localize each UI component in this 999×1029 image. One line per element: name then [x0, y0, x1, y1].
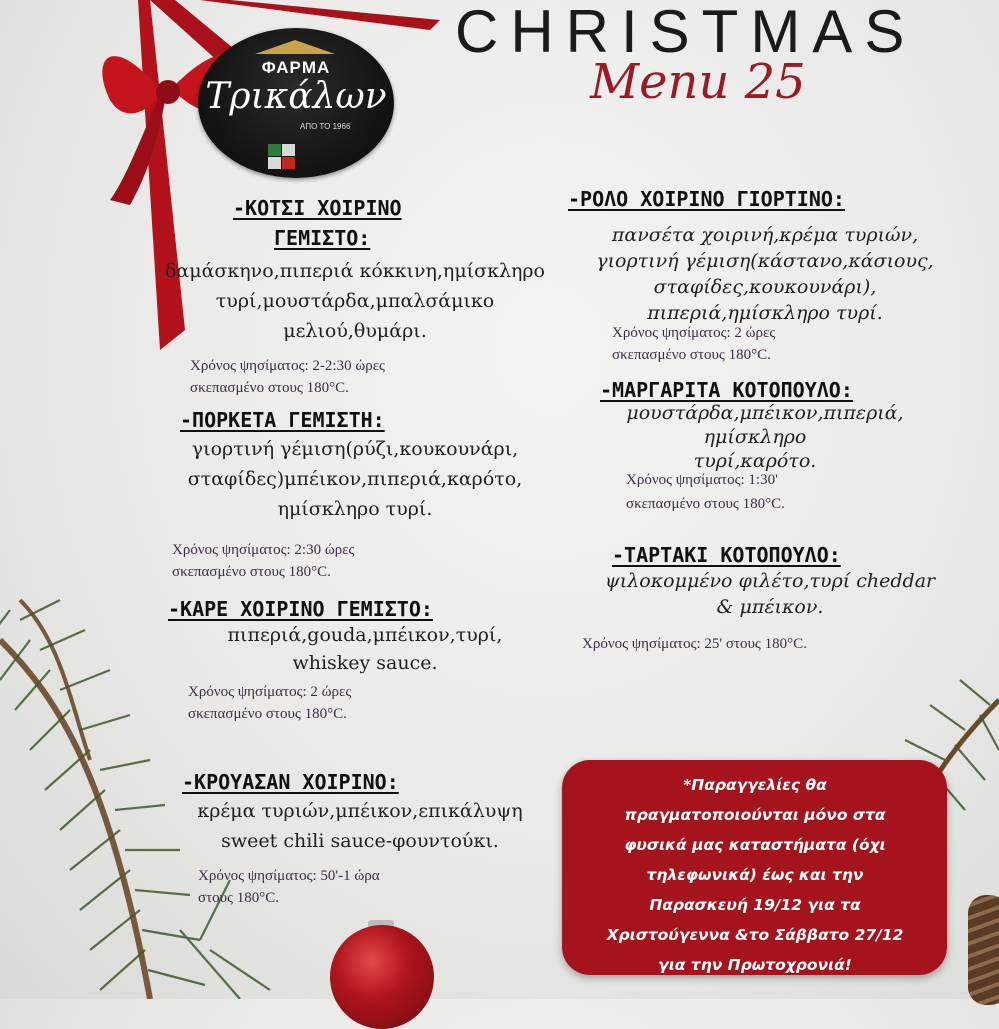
menu-item-title: -ΡΟΛΟ ΧΟΙΡΙΝΟ ΓΙΟΡΤΙΝΟ: — [568, 187, 845, 211]
menu-item-description: πιπεριά,gouda,μπέικον,τυρί, — [227, 624, 503, 646]
order-notice-line: *Παραγγελίες θα — [683, 776, 827, 794]
menu-item-description: κρέμα τυριών,μπέικον,επικάλυψη — [197, 800, 523, 822]
order-notice-line: τηλεφωνικά) έως και την — [646, 866, 864, 884]
order-notice-line: Χριστούγεννα &το Σάββατο 27/12 — [606, 926, 904, 944]
order-notice-line: φυσικά μας καταστήματα (όχι — [624, 836, 886, 854]
menu-item-title: -ΚΑΡΕ ΧΟΙΡΙΝΟ ΓΕΜΙΣΤΟ: — [168, 597, 433, 621]
order-notice-line: Παρασκευή 19/12 για τα — [649, 896, 861, 914]
menu-item-description: δαμάσκηνο,πιπεριά κόκκινη,ημίσκληρο — [164, 260, 545, 282]
order-notice-line: για την Πρωτοχρονιά! — [658, 956, 852, 974]
cooking-time: Χρόνος ψησίματος: 2 ώρες — [188, 684, 352, 700]
cooking-time: Χρόνος ψησίματος: 2 ώρες — [612, 325, 776, 341]
menu-item-description: μελιού,θυμάρι. — [283, 320, 427, 342]
order-notice-line: πραγματοποιούνται μόνο στα — [624, 806, 886, 824]
cooking-time: Χρόνος ψησίματος: 2-2:30 ώρες — [190, 358, 385, 374]
menu-item-description: sweet chili sauce-φουντούκι. — [221, 830, 499, 852]
menu-item-description: whiskey sauce. — [292, 652, 438, 674]
menu-item-title: -ΤΑΡΤΑΚΙ ΚΟΤΟΠΟΥΛΟ: — [612, 543, 841, 567]
menu-item-description: σταφίδες,κουκουνάρι), — [653, 276, 877, 298]
menu-item-description: ψιλοκομμένο φιλέτο,τυρί cheddar — [604, 570, 936, 592]
menu-item-description: σταφίδες)μπέικον,πιπεριά,καρότο, — [187, 468, 523, 490]
menu-item-description: τυρί,μουστάρδα,μπαλσάμικο — [215, 290, 495, 312]
logo-since: ΑΠΟ ΤΟ 1966 — [300, 122, 351, 131]
menu-item-description: τυρί,καρότο. — [693, 450, 817, 472]
cooking-time: σκεπασμένο στους 180°C. — [612, 347, 771, 363]
page-subtitle: Menu 25 — [590, 54, 806, 110]
cooking-time: Χρόνος ψησίματος: 25' στους 180°C. — [582, 636, 807, 652]
menu-item-description: γιορτινή γέμιση(κάστανο,κάσιους, — [596, 250, 934, 272]
menu-item-description: μουστάρδα,μπέικον,πιπεριά, — [626, 402, 904, 424]
logo-brand-top: ΦΑΡΜΑ — [261, 58, 331, 77]
pinecone-decoration — [968, 895, 999, 1005]
menu-item-title: -ΚΡΟΥΑΣΑΝ ΧΟΙΡΙΝΟ: — [182, 770, 399, 794]
menu-item-title: -ΠΟΡΚΕΤΑ ΓΕΜΙΣΤΗ: — [180, 408, 385, 432]
cooking-time: σκεπασμένο στους 180°C. — [188, 706, 347, 722]
menu-item-title: -ΚΟΤΣΙ ΧΟΙΡΙΝΟ — [233, 196, 402, 220]
menu-item-description: ημίσκληρο — [703, 426, 807, 448]
menu-item-description: πανσέτα χοιρινή,κρέμα τυριών, — [611, 224, 919, 246]
logo-brand-main: Τρικάλων — [205, 76, 387, 117]
cooking-time: σκεπασμένο στους 180°C. — [626, 496, 785, 512]
cooking-time: Χρόνος ψησίματος: 2:30 ώρες — [172, 542, 355, 558]
menu-item-description: ημίσκληρο τυρί. — [277, 498, 433, 520]
cooking-time: Χρόνος ψησίματος: 1:30' — [626, 472, 778, 488]
christmas-ornament — [330, 925, 434, 1029]
cooking-time: Χρόνος ψησίματος: 50'-1 ώρα — [198, 868, 380, 884]
menu-item-description: γιορτινή γέμιση(ρύζι,κουκουνάρι, — [191, 438, 519, 460]
menu-item-description: & μπέικον. — [716, 596, 824, 618]
cooking-time: σκεπασμένο στους 180°C. — [190, 380, 349, 396]
page-title: CHRISTMAS — [455, 0, 917, 65]
menu-item-title: -ΜΑΡΓΑΡΙΤΑ ΚΟΤΟΠΟΥΛΟ: — [600, 378, 853, 402]
menu-item-title: ΓΕΜΙΣΤΟ: — [274, 226, 371, 250]
cooking-time: στους 180°C. — [198, 890, 279, 906]
menu-item-description: πιπεριά,ημίσκληρο τυρί. — [647, 302, 883, 324]
logo-badge-icon — [268, 144, 296, 170]
cooking-time: σκεπασμένο στους 180°C. — [172, 564, 331, 580]
order-notice-text — [575, 770, 935, 980]
logo-mountain-icon — [255, 40, 335, 54]
